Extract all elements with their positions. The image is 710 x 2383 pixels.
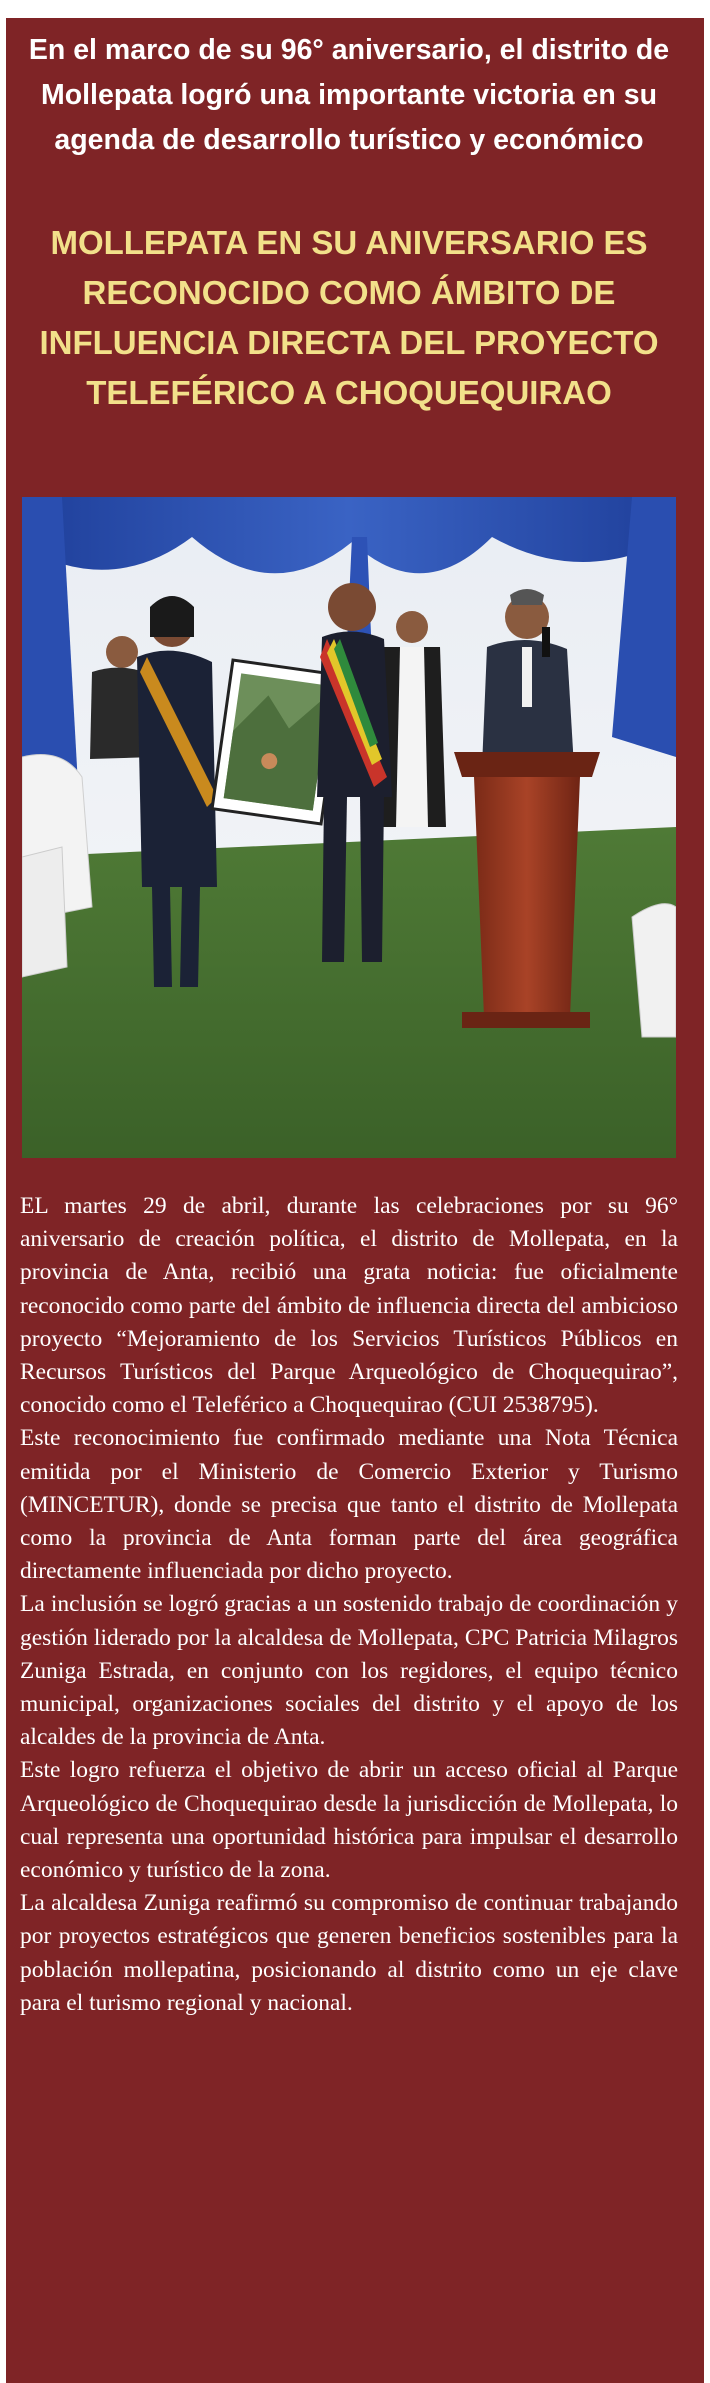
podium-top [454, 752, 600, 777]
article-paragraph-1: EL martes 29 de abril, durante las celebraciones por su 96° aniversario de creación política, el distrito de Mollepata, en la provincia de Anta, recibió una grata noticia: fue oficialmente reconocido como parte del ámbito de influencia directa del ambicioso proyecto “Mejoramiento de los Servicios Turísticos Públicos en Recursos Turísticos del Parque Arqueológico de Choquequirao”, conocido como el Teleférico a Choquequirao (CUI 2538795). [20, 1193, 678, 1419]
woman-leg-right [180, 887, 200, 987]
woman-leg-left [152, 887, 172, 987]
mayor-head [328, 583, 376, 631]
white-chair-left-2 [22, 847, 67, 977]
article-body [20, 1190, 678, 2020]
article-paragraph-5: La alcaldesa Zuniga reafirmó su compromiso de continuar trabajando por proyectos estratégicos que generen beneficios sostenibles para la población mollepatina, posicionando al distrito como un eje clave para el turismo regional y nacional. [20, 1890, 678, 2016]
speaker-microphone [542, 627, 550, 657]
article-photo [22, 497, 676, 1158]
mayor-leg-right [360, 797, 384, 962]
podium-body [474, 777, 580, 1017]
grass-floor [22, 827, 676, 1158]
podium-base [462, 1012, 590, 1028]
bg-person-head [106, 636, 138, 668]
article-paragraph-2: Este reconocimiento fue confirmado mediante una Nota Técnica emitida por el Ministerio de Comercio Exterior y Turismo (MINCETUR), donde se precisa que tanto el distrito de Mollepata como la provincia de Anta forman parte del área geográfica directamente influenciada por dicho proyecto. [20, 1425, 678, 1585]
bg-man-head [396, 611, 428, 643]
article-paragraph-4: Este logro refuerza el objetivo de abrir un acceso oficial al Parque Arqueológico de Choquequirao desde la jurisdicción de Mollepata, lo cual representa una oportunidad histórica para impulsar el desarrollo económico y turístico de la zona. [20, 1757, 678, 1884]
article-headline: MOLLEPATA EN SU ANIVERSARIO ES RECONOCIDO COMO ÁMBITO DE INFLUENCIA DIRECTA DEL PROYECTO TELEFÉRICO A CHOQUEQUIRAO [39, 224, 659, 411]
article-paragraph-3: La inclusión se logró gracias a un sostenido trabajo de coordinación y gestión liderado por la alcaldesa de Mollepata, CPC Patricia Milagros Zuniga Estrada, en conjunto con los regidores, el equipo técnico municipal, organizaciones sociales del distrito y el apoyo de los alcaldes de la provincia de Anta. [20, 1591, 678, 1751]
article-subtitle: En el marco de su 96° aniversario, el distrito de Mollepata logró una importante victoria en su agenda de desarrollo turístico y económico [28, 34, 670, 156]
woman-hair [150, 596, 194, 637]
speaker-shirt [522, 647, 532, 707]
mayor-leg-left [322, 797, 347, 962]
event-photo-illustration [22, 497, 676, 1158]
